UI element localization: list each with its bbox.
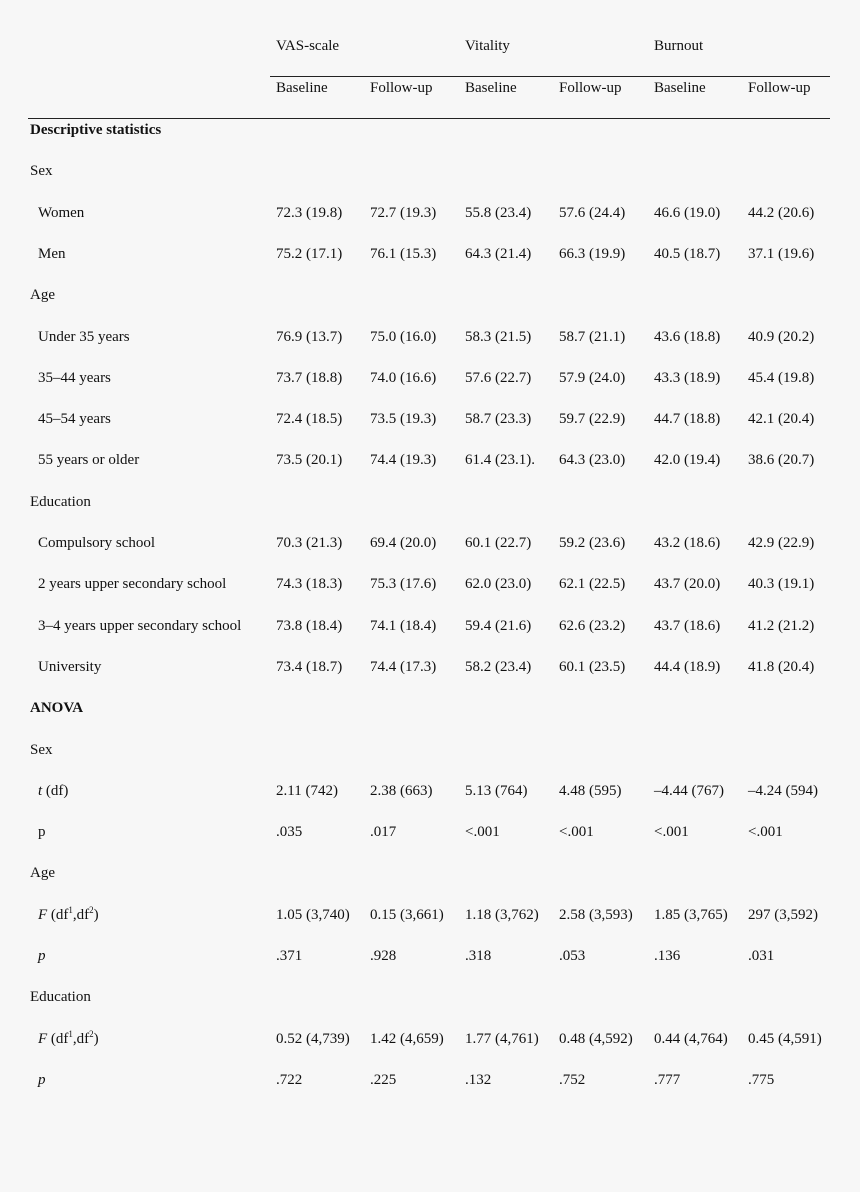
row-label: 55 years or older	[38, 452, 140, 468]
table-cell: 43.2 (18.6)	[654, 535, 721, 551]
table-cell: 75.0 (16.0)	[370, 329, 437, 345]
table-cell: 43.7 (18.6)	[654, 618, 721, 634]
table-cell: .371	[276, 948, 303, 964]
table-cell: 42.0 (19.4)	[654, 452, 721, 468]
table-cell: 62.1 (22.5)	[559, 576, 626, 592]
table-cell: 73.5 (20.1)	[276, 452, 343, 468]
row-label: p	[38, 1072, 46, 1088]
table-cell: .031	[748, 948, 775, 964]
table-cell: 61.4 (23.1).	[465, 452, 535, 468]
table-cell: 0.44 (4,764)	[654, 1031, 728, 1047]
group-label: Sex	[30, 742, 53, 758]
row-label: t (df)	[38, 783, 69, 799]
table-cell: .775	[748, 1072, 775, 1088]
header-rule-bottom	[28, 118, 830, 119]
table-cell: 58.7 (21.1)	[559, 329, 626, 345]
table-cell: 58.7 (23.3)	[465, 411, 532, 427]
table-cell: 75.3 (17.6)	[370, 576, 437, 592]
group-label: Education	[30, 989, 91, 1005]
table-cell: .136	[654, 948, 681, 964]
table-cell: 297 (3,592)	[748, 907, 818, 923]
table-cell: 46.6 (19.0)	[654, 205, 721, 221]
table-cell: 72.3 (19.8)	[276, 205, 343, 221]
table-cell: 2.11 (742)	[276, 783, 338, 799]
table-cell: 73.8 (18.4)	[276, 618, 343, 634]
row-label: F $(df^1,df^2)$	[38, 1029, 99, 1047]
table-cell: 2.58 (3,593)	[559, 907, 633, 923]
subheader-vas-followup: Follow-up	[370, 80, 433, 96]
header-rule-top	[270, 76, 830, 77]
table-cell: 41.8 (20.4)	[748, 659, 815, 675]
table-cell: 58.2 (23.4)	[465, 659, 532, 675]
row-label: 3–4 years upper secondary school	[38, 618, 242, 634]
table-cell: .035	[276, 824, 303, 840]
subheader-vitality-followup: Follow-up	[559, 80, 622, 96]
table-cell: <.001	[559, 824, 594, 840]
group-label: Age	[30, 865, 55, 881]
table-cell: 4.48 (595)	[559, 783, 622, 799]
table-cell: 43.6 (18.8)	[654, 329, 721, 345]
table-cell: 66.3 (19.9)	[559, 246, 626, 262]
table-cell: 74.3 (18.3)	[276, 576, 343, 592]
table-cell: 40.5 (18.7)	[654, 246, 721, 262]
table-cell: 57.9 (24.0)	[559, 370, 626, 386]
table-cell: 60.1 (22.7)	[465, 535, 532, 551]
row-label: University	[38, 659, 102, 675]
table-cell: –4.44 (767)	[654, 783, 724, 799]
table-cell: 1.77 (4,761)	[465, 1031, 539, 1047]
table-cell: 72.4 (18.5)	[276, 411, 343, 427]
table-cell: 73.7 (18.8)	[276, 370, 343, 386]
table-cell: 1.18 (3,762)	[465, 907, 539, 923]
table-cell: 74.1 (18.4)	[370, 618, 437, 634]
table-cell: .225	[370, 1072, 397, 1088]
table-cell: 76.1 (15.3)	[370, 246, 437, 262]
table-cell: 0.48 (4,592)	[559, 1031, 633, 1047]
table-cell: 74.4 (17.3)	[370, 659, 437, 675]
table-cell: 57.6 (24.4)	[559, 205, 626, 221]
table-cell: 37.1 (19.6)	[748, 246, 815, 262]
section-heading: ANOVA	[30, 700, 84, 716]
table-cell: <.001	[654, 824, 689, 840]
table-cell: 41.2 (21.2)	[748, 618, 815, 634]
table-cell: 43.3 (18.9)	[654, 370, 721, 386]
table-cell: 62.6 (23.2)	[559, 618, 626, 634]
table-cell: 72.7 (19.3)	[370, 205, 437, 221]
table-cell: 2.38 (663)	[370, 783, 433, 799]
subheader-vitality-baseline: Baseline	[465, 80, 517, 96]
table-cell: .318	[465, 948, 492, 964]
table-cell: 0.15 (3,661)	[370, 907, 444, 923]
row-label: p	[38, 824, 46, 840]
row-label: 45–54 years	[38, 411, 111, 427]
table-cell: 75.2 (17.1)	[276, 246, 343, 262]
table-cell: 58.3 (21.5)	[465, 329, 532, 345]
subheader-burnout-baseline: Baseline	[654, 80, 706, 96]
table-cell: 55.8 (23.4)	[465, 205, 532, 221]
table-cell: 70.3 (21.3)	[276, 535, 343, 551]
table-cell: 60.1 (23.5)	[559, 659, 626, 675]
header-vitality: Vitality	[465, 38, 510, 54]
header-vas-scale: VAS-scale	[276, 38, 340, 54]
table-cell: 69.4 (20.0)	[370, 535, 437, 551]
table-cell: 59.7 (22.9)	[559, 411, 626, 427]
table-cell: 59.4 (21.6)	[465, 618, 532, 634]
subheader-burnout-followup: Follow-up	[748, 80, 811, 96]
table-cell: 5.13 (764)	[465, 783, 528, 799]
row-label: Men	[38, 246, 66, 262]
table-cell: <.001	[465, 824, 500, 840]
section-heading: Descriptive statistics	[30, 122, 162, 138]
table-cell: .777	[654, 1072, 681, 1088]
table-cell: 40.9 (20.2)	[748, 329, 815, 345]
row-label: Compulsory school	[38, 535, 156, 551]
row-label: p	[38, 948, 46, 964]
table-cell: <.001	[748, 824, 783, 840]
row-label: 35–44 years	[38, 370, 111, 386]
table-cell: 44.4 (18.9)	[654, 659, 721, 675]
row-label: Under 35 years	[38, 329, 130, 345]
table-cell: 74.0 (16.6)	[370, 370, 437, 386]
table-cell: 62.0 (23.0)	[465, 576, 532, 592]
table-cell: 76.9 (13.7)	[276, 329, 343, 345]
header-burnout: Burnout	[654, 38, 704, 54]
table-cell: 59.2 (23.6)	[559, 535, 626, 551]
table-cell: 42.1 (20.4)	[748, 411, 815, 427]
group-label: Age	[30, 287, 55, 303]
table-cell: .017	[370, 824, 397, 840]
subheader-vas-baseline: Baseline	[276, 80, 328, 96]
row-label: Women	[38, 205, 85, 221]
table-cell: .752	[559, 1072, 586, 1088]
table-cell: 42.9 (22.9)	[748, 535, 815, 551]
table-cell: 73.5 (19.3)	[370, 411, 437, 427]
table-cell: .053	[559, 948, 586, 964]
table-cell: 0.45 (4,591)	[748, 1031, 822, 1047]
table-cell: 73.4 (18.7)	[276, 659, 343, 675]
group-label: Education	[30, 494, 91, 510]
table-cell: 74.4 (19.3)	[370, 452, 437, 468]
table-cell: 38.6 (20.7)	[748, 452, 815, 468]
table-cell: 1.05 (3,740)	[276, 907, 350, 923]
table-cell: .132	[465, 1072, 492, 1088]
row-label: F $(df^1,df^2)$	[38, 905, 99, 923]
row-label: 2 years upper secondary school	[38, 576, 227, 592]
table-cell: 57.6 (22.7)	[465, 370, 532, 386]
table-cell: 45.4 (19.8)	[748, 370, 815, 386]
table-cell: 40.3 (19.1)	[748, 576, 815, 592]
table-cell: 1.42 (4,659)	[370, 1031, 444, 1047]
table-cell: 44.2 (20.6)	[748, 205, 815, 221]
table-cell: –4.24 (594)	[748, 783, 818, 799]
table-cell: 1.85 (3,765)	[654, 907, 728, 923]
table-cell: 43.7 (20.0)	[654, 576, 721, 592]
group-label: Sex	[30, 163, 53, 179]
table-cell: 64.3 (23.0)	[559, 452, 626, 468]
table-cell: 64.3 (21.4)	[465, 246, 532, 262]
table-cell: .928	[370, 948, 397, 964]
table-cell: 44.7 (18.8)	[654, 411, 721, 427]
table-cell: 0.52 (4,739)	[276, 1031, 350, 1047]
table-cell: .722	[276, 1072, 303, 1088]
